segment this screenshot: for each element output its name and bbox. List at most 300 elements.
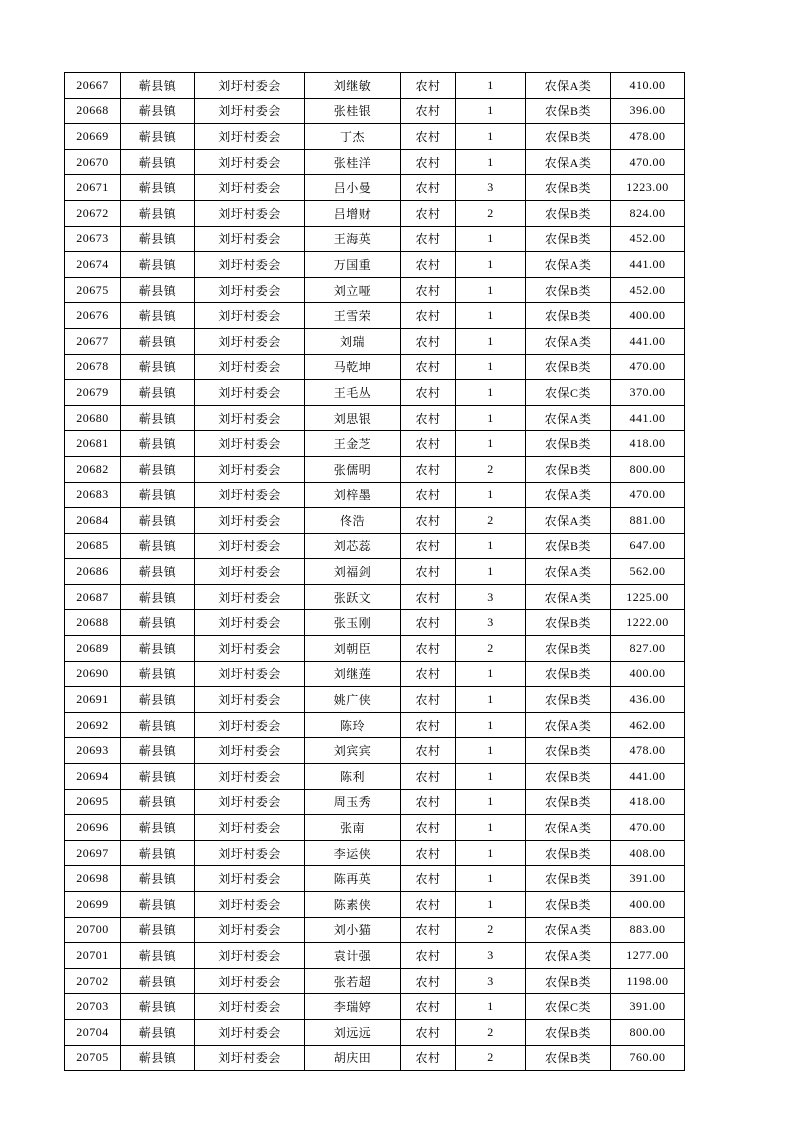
cell-village-committee: 刘圩村委会 (195, 610, 305, 636)
cell-person-name: 陈利 (305, 764, 401, 790)
cell-village-committee: 刘圩村委会 (195, 584, 305, 610)
cell-insurance-category: 农保B类 (526, 892, 611, 918)
cell-record-id: 20695 (65, 789, 121, 815)
cell-person-count: 1 (456, 687, 526, 713)
cell-person-name: 张若超 (305, 968, 401, 994)
cell-person-name: 刘思银 (305, 405, 401, 431)
cell-record-id: 20676 (65, 303, 121, 329)
cell-household-type: 农村 (401, 175, 456, 201)
cell-amount: 400.00 (611, 892, 685, 918)
cell-village-committee: 刘圩村委会 (195, 124, 305, 150)
cell-household-type: 农村 (401, 738, 456, 764)
cell-record-id: 20703 (65, 994, 121, 1020)
cell-household-type: 农村 (401, 73, 456, 99)
cell-household-type: 农村 (401, 943, 456, 969)
cell-insurance-category: 农保C类 (526, 994, 611, 1020)
cell-person-name: 刘芯蕊 (305, 533, 401, 559)
cell-household-type: 农村 (401, 149, 456, 175)
cell-person-count: 1 (456, 533, 526, 559)
cell-person-name: 张玉刚 (305, 610, 401, 636)
cell-household-type: 农村 (401, 892, 456, 918)
cell-household-type: 农村 (401, 328, 456, 354)
cell-amount: 441.00 (611, 764, 685, 790)
cell-person-name: 胡庆田 (305, 1045, 401, 1071)
cell-household-type: 农村 (401, 226, 456, 252)
cell-record-id: 20675 (65, 277, 121, 303)
cell-town: 蕲县镇 (121, 303, 195, 329)
cell-town: 蕲县镇 (121, 380, 195, 406)
cell-village-committee: 刘圩村委会 (195, 508, 305, 534)
cell-village-committee: 刘圩村委会 (195, 328, 305, 354)
cell-person-count: 3 (456, 584, 526, 610)
cell-town: 蕲县镇 (121, 892, 195, 918)
cell-household-type: 农村 (401, 533, 456, 559)
cell-record-id: 20691 (65, 687, 121, 713)
table-row (65, 73, 685, 99)
table-row (65, 508, 685, 534)
table-row (65, 661, 685, 687)
cell-person-name: 袁计强 (305, 943, 401, 969)
cell-person-count: 1 (456, 149, 526, 175)
cell-town: 蕲县镇 (121, 712, 195, 738)
cell-person-name: 刘立哑 (305, 277, 401, 303)
table-row (65, 226, 685, 252)
cell-amount: 478.00 (611, 738, 685, 764)
cell-village-committee: 刘圩村委会 (195, 149, 305, 175)
cell-person-count: 3 (456, 610, 526, 636)
cell-amount: 824.00 (611, 200, 685, 226)
cell-person-count: 2 (456, 1045, 526, 1071)
cell-village-committee: 刘圩村委会 (195, 482, 305, 508)
cell-record-id: 20677 (65, 328, 121, 354)
cell-insurance-category: 农保B类 (526, 124, 611, 150)
cell-record-id: 20679 (65, 380, 121, 406)
cell-person-name: 王雪荣 (305, 303, 401, 329)
cell-person-name: 刘朝臣 (305, 636, 401, 662)
cell-village-committee: 刘圩村委会 (195, 1019, 305, 1045)
cell-amount: 827.00 (611, 636, 685, 662)
cell-village-committee: 刘圩村委会 (195, 636, 305, 662)
cell-village-committee: 刘圩村委会 (195, 533, 305, 559)
cell-village-committee: 刘圩村委会 (195, 559, 305, 585)
table-row (65, 149, 685, 175)
table-row (65, 815, 685, 841)
cell-household-type: 农村 (401, 1045, 456, 1071)
cell-town: 蕲县镇 (121, 200, 195, 226)
cell-household-type: 农村 (401, 354, 456, 380)
cell-town: 蕲县镇 (121, 533, 195, 559)
cell-household-type: 农村 (401, 917, 456, 943)
cell-person-count: 2 (456, 456, 526, 482)
table-row (65, 687, 685, 713)
cell-insurance-category: 农保A类 (526, 405, 611, 431)
table-row (65, 456, 685, 482)
cell-village-committee: 刘圩村委会 (195, 98, 305, 124)
cell-insurance-category: 农保A类 (526, 815, 611, 841)
cell-record-id: 20680 (65, 405, 121, 431)
cell-town: 蕲县镇 (121, 968, 195, 994)
cell-person-count: 1 (456, 252, 526, 278)
cell-village-committee: 刘圩村委会 (195, 380, 305, 406)
cell-village-committee: 刘圩村委会 (195, 687, 305, 713)
cell-person-count: 1 (456, 559, 526, 585)
cell-town: 蕲县镇 (121, 482, 195, 508)
cell-town: 蕲县镇 (121, 431, 195, 457)
cell-amount: 470.00 (611, 815, 685, 841)
cell-person-count: 1 (456, 328, 526, 354)
cell-village-committee: 刘圩村委会 (195, 661, 305, 687)
cell-household-type: 农村 (401, 840, 456, 866)
cell-person-count: 1 (456, 482, 526, 508)
cell-village-committee: 刘圩村委会 (195, 943, 305, 969)
cell-insurance-category: 农保B类 (526, 968, 611, 994)
cell-household-type: 农村 (401, 687, 456, 713)
table-row (65, 712, 685, 738)
cell-village-committee: 刘圩村委会 (195, 1045, 305, 1071)
table-row (65, 328, 685, 354)
cell-village-committee: 刘圩村委会 (195, 456, 305, 482)
cell-insurance-category: 农保B类 (526, 789, 611, 815)
cell-record-id: 20687 (65, 584, 121, 610)
cell-insurance-category: 农保B类 (526, 200, 611, 226)
table-row (65, 636, 685, 662)
cell-person-count: 1 (456, 661, 526, 687)
table-row (65, 764, 685, 790)
cell-town: 蕲县镇 (121, 661, 195, 687)
cell-insurance-category: 农保A类 (526, 559, 611, 585)
cell-household-type: 农村 (401, 124, 456, 150)
cell-record-id: 20669 (65, 124, 121, 150)
cell-town: 蕲县镇 (121, 840, 195, 866)
cell-person-name: 刘梓墨 (305, 482, 401, 508)
cell-record-id: 20701 (65, 943, 121, 969)
cell-town: 蕲县镇 (121, 328, 195, 354)
cell-record-id: 20686 (65, 559, 121, 585)
cell-person-name: 刘继敏 (305, 73, 401, 99)
cell-person-name: 张桂银 (305, 98, 401, 124)
cell-person-count: 1 (456, 277, 526, 303)
cell-insurance-category: 农保C类 (526, 380, 611, 406)
cell-insurance-category: 农保B类 (526, 277, 611, 303)
table-row (65, 124, 685, 150)
cell-person-name: 周玉秀 (305, 789, 401, 815)
cell-household-type: 农村 (401, 764, 456, 790)
cell-insurance-category: 农保B类 (526, 738, 611, 764)
cell-household-type: 农村 (401, 1019, 456, 1045)
cell-person-name: 刘小猫 (305, 917, 401, 943)
cell-amount: 391.00 (611, 866, 685, 892)
cell-household-type: 农村 (401, 456, 456, 482)
cell-person-name: 陈素侠 (305, 892, 401, 918)
cell-person-name: 刘福剑 (305, 559, 401, 585)
table-row (65, 943, 685, 969)
cell-village-committee: 刘圩村委会 (195, 354, 305, 380)
cell-person-name: 刘宾宾 (305, 738, 401, 764)
cell-person-name: 陈玲 (305, 712, 401, 738)
cell-record-id: 20696 (65, 815, 121, 841)
table-row (65, 610, 685, 636)
cell-town: 蕲县镇 (121, 943, 195, 969)
cell-person-count: 1 (456, 866, 526, 892)
table-row (65, 354, 685, 380)
cell-amount: 462.00 (611, 712, 685, 738)
cell-amount: 452.00 (611, 226, 685, 252)
cell-person-name: 吕增财 (305, 200, 401, 226)
cell-town: 蕲县镇 (121, 584, 195, 610)
cell-household-type: 农村 (401, 994, 456, 1020)
table-body (65, 73, 685, 1071)
cell-record-id: 20672 (65, 200, 121, 226)
cell-record-id: 20684 (65, 508, 121, 534)
table-row (65, 277, 685, 303)
cell-record-id: 20694 (65, 764, 121, 790)
cell-town: 蕲县镇 (121, 98, 195, 124)
cell-record-id: 20689 (65, 636, 121, 662)
cell-person-count: 3 (456, 943, 526, 969)
cell-amount: 470.00 (611, 482, 685, 508)
table-row (65, 98, 685, 124)
table-row (65, 559, 685, 585)
cell-village-committee: 刘圩村委会 (195, 840, 305, 866)
cell-record-id: 20692 (65, 712, 121, 738)
cell-record-id: 20702 (65, 968, 121, 994)
cell-village-committee: 刘圩村委会 (195, 789, 305, 815)
table-row (65, 892, 685, 918)
cell-amount: 881.00 (611, 508, 685, 534)
cell-person-count: 2 (456, 636, 526, 662)
cell-town: 蕲县镇 (121, 175, 195, 201)
cell-insurance-category: 农保A类 (526, 73, 611, 99)
table-row (65, 968, 685, 994)
cell-amount: 408.00 (611, 840, 685, 866)
cell-village-committee: 刘圩村委会 (195, 917, 305, 943)
cell-town: 蕲县镇 (121, 636, 195, 662)
cell-person-name: 李瑞婷 (305, 994, 401, 1020)
cell-insurance-category: 农保B类 (526, 661, 611, 687)
cell-village-committee: 刘圩村委会 (195, 226, 305, 252)
cell-person-name: 张桂洋 (305, 149, 401, 175)
cell-person-count: 1 (456, 815, 526, 841)
cell-town: 蕲县镇 (121, 764, 195, 790)
cell-record-id: 20705 (65, 1045, 121, 1071)
cell-person-name: 陈再英 (305, 866, 401, 892)
cell-insurance-category: 农保B类 (526, 764, 611, 790)
cell-record-id: 20671 (65, 175, 121, 201)
cell-person-count: 3 (456, 968, 526, 994)
table-row (65, 431, 685, 457)
cell-person-count: 2 (456, 508, 526, 534)
table-row (65, 866, 685, 892)
cell-amount: 1225.00 (611, 584, 685, 610)
cell-household-type: 农村 (401, 789, 456, 815)
cell-insurance-category: 农保A类 (526, 252, 611, 278)
cell-person-count: 2 (456, 917, 526, 943)
cell-person-name: 丁杰 (305, 124, 401, 150)
cell-amount: 647.00 (611, 533, 685, 559)
cell-person-count: 1 (456, 73, 526, 99)
table-row (65, 533, 685, 559)
cell-person-count: 2 (456, 1019, 526, 1045)
table-row (65, 405, 685, 431)
cell-insurance-category: 农保A类 (526, 328, 611, 354)
cell-insurance-category: 农保B类 (526, 866, 611, 892)
cell-person-count: 1 (456, 764, 526, 790)
cell-amount: 562.00 (611, 559, 685, 585)
table-row (65, 738, 685, 764)
cell-person-count: 1 (456, 226, 526, 252)
table-row (65, 994, 685, 1020)
cell-amount: 391.00 (611, 994, 685, 1020)
cell-insurance-category: 农保B类 (526, 226, 611, 252)
cell-village-committee: 刘圩村委会 (195, 431, 305, 457)
cell-insurance-category: 农保B类 (526, 636, 611, 662)
cell-household-type: 农村 (401, 303, 456, 329)
cell-household-type: 农村 (401, 200, 456, 226)
cell-person-count: 1 (456, 738, 526, 764)
cell-village-committee: 刘圩村委会 (195, 866, 305, 892)
cell-household-type: 农村 (401, 610, 456, 636)
cell-village-committee: 刘圩村委会 (195, 405, 305, 431)
cell-household-type: 农村 (401, 277, 456, 303)
cell-household-type: 农村 (401, 508, 456, 534)
cell-town: 蕲县镇 (121, 226, 195, 252)
cell-insurance-category: 农保B类 (526, 303, 611, 329)
cell-insurance-category: 农保B类 (526, 840, 611, 866)
cell-town: 蕲县镇 (121, 252, 195, 278)
cell-household-type: 农村 (401, 252, 456, 278)
cell-village-committee: 刘圩村委会 (195, 892, 305, 918)
cell-record-id: 20683 (65, 482, 121, 508)
cell-insurance-category: 农保B类 (526, 431, 611, 457)
cell-town: 蕲县镇 (121, 738, 195, 764)
cell-amount: 760.00 (611, 1045, 685, 1071)
cell-amount: 441.00 (611, 328, 685, 354)
cell-town: 蕲县镇 (121, 508, 195, 534)
cell-town: 蕲县镇 (121, 917, 195, 943)
cell-insurance-category: 农保A类 (526, 917, 611, 943)
cell-person-count: 1 (456, 98, 526, 124)
table-row (65, 482, 685, 508)
cell-town: 蕲县镇 (121, 149, 195, 175)
cell-record-id: 20693 (65, 738, 121, 764)
cell-household-type: 农村 (401, 815, 456, 841)
cell-village-committee: 刘圩村委会 (195, 200, 305, 226)
cell-person-count: 1 (456, 431, 526, 457)
cell-person-name: 李运侠 (305, 840, 401, 866)
cell-household-type: 农村 (401, 405, 456, 431)
cell-amount: 396.00 (611, 98, 685, 124)
cell-household-type: 农村 (401, 866, 456, 892)
table-row (65, 1019, 685, 1045)
table-row (65, 303, 685, 329)
cell-record-id: 20697 (65, 840, 121, 866)
cell-insurance-category: 农保B类 (526, 1045, 611, 1071)
cell-household-type: 农村 (401, 98, 456, 124)
cell-amount: 441.00 (611, 252, 685, 278)
cell-town: 蕲县镇 (121, 124, 195, 150)
cell-person-count: 2 (456, 200, 526, 226)
cell-amount: 1277.00 (611, 943, 685, 969)
cell-insurance-category: 农保A类 (526, 584, 611, 610)
cell-insurance-category: 农保B类 (526, 1019, 611, 1045)
cell-amount: 800.00 (611, 456, 685, 482)
table-row (65, 840, 685, 866)
cell-insurance-category: 农保A类 (526, 943, 611, 969)
cell-household-type: 农村 (401, 482, 456, 508)
cell-person-name: 吕小曼 (305, 175, 401, 201)
cell-person-count: 1 (456, 892, 526, 918)
cell-insurance-category: 农保A类 (526, 482, 611, 508)
cell-household-type: 农村 (401, 431, 456, 457)
cell-village-committee: 刘圩村委会 (195, 252, 305, 278)
cell-record-id: 20699 (65, 892, 121, 918)
cell-amount: 418.00 (611, 789, 685, 815)
table-row (65, 789, 685, 815)
cell-record-id: 20682 (65, 456, 121, 482)
cell-person-count: 1 (456, 789, 526, 815)
cell-household-type: 农村 (401, 661, 456, 687)
cell-household-type: 农村 (401, 636, 456, 662)
cell-record-id: 20678 (65, 354, 121, 380)
cell-person-count: 1 (456, 124, 526, 150)
table-row (65, 1045, 685, 1071)
cell-person-count: 3 (456, 175, 526, 201)
cell-insurance-category: 农保B类 (526, 456, 611, 482)
cell-person-name: 刘瑞 (305, 328, 401, 354)
cell-person-count: 1 (456, 354, 526, 380)
cell-person-count: 1 (456, 303, 526, 329)
cell-record-id: 20698 (65, 866, 121, 892)
cell-person-count: 1 (456, 380, 526, 406)
cell-record-id: 20685 (65, 533, 121, 559)
cell-amount: 436.00 (611, 687, 685, 713)
cell-amount: 452.00 (611, 277, 685, 303)
cell-town: 蕲县镇 (121, 1045, 195, 1071)
cell-town: 蕲县镇 (121, 687, 195, 713)
cell-town: 蕲县镇 (121, 559, 195, 585)
cell-record-id: 20688 (65, 610, 121, 636)
cell-town: 蕲县镇 (121, 866, 195, 892)
cell-person-count: 1 (456, 994, 526, 1020)
cell-amount: 883.00 (611, 917, 685, 943)
cell-insurance-category: 农保B类 (526, 533, 611, 559)
cell-household-type: 农村 (401, 584, 456, 610)
cell-person-name: 张南 (305, 815, 401, 841)
cell-person-name: 张跃文 (305, 584, 401, 610)
cell-amount: 470.00 (611, 149, 685, 175)
cell-record-id: 20668 (65, 98, 121, 124)
cell-amount: 1223.00 (611, 175, 685, 201)
cell-insurance-category: 农保B类 (526, 175, 611, 201)
cell-village-committee: 刘圩村委会 (195, 277, 305, 303)
table-row (65, 584, 685, 610)
cell-insurance-category: 农保B类 (526, 98, 611, 124)
cell-amount: 410.00 (611, 73, 685, 99)
cell-town: 蕲县镇 (121, 277, 195, 303)
cell-person-count: 1 (456, 405, 526, 431)
cell-town: 蕲县镇 (121, 994, 195, 1020)
cell-village-committee: 刘圩村委会 (195, 175, 305, 201)
cell-town: 蕲县镇 (121, 354, 195, 380)
cell-household-type: 农村 (401, 559, 456, 585)
social-insurance-roster-table (64, 72, 685, 1071)
table-row (65, 175, 685, 201)
cell-record-id: 20670 (65, 149, 121, 175)
cell-amount: 1222.00 (611, 610, 685, 636)
cell-person-name: 王金芝 (305, 431, 401, 457)
cell-person-name: 王海英 (305, 226, 401, 252)
cell-village-committee: 刘圩村委会 (195, 303, 305, 329)
